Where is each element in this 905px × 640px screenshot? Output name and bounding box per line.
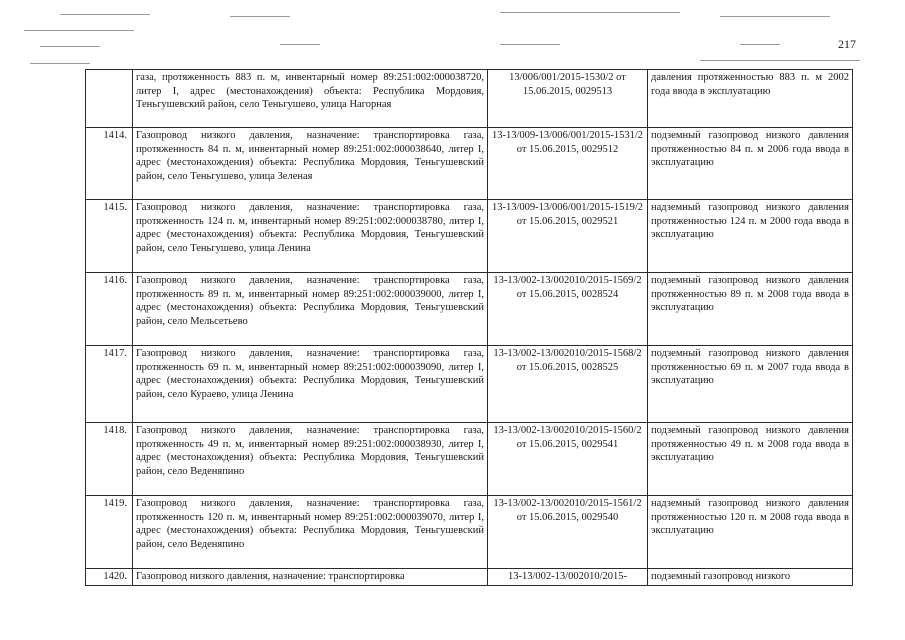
object-characteristics: подземный газопровод низкого давления протяженностью 89 п. м 2008 года ввода в эксплуатацию — [648, 273, 853, 346]
row-number — [86, 70, 133, 128]
table-row — [86, 273, 853, 346]
object-description: Газопровод низкого давления, назначение: транспортировка газа, протяженность 49 п. м, инвентарный номер 89:251:002:000038930, литер I, адрес (местонахождения) объекта: Республика Мордовия, Теньгушевский район, село Веденяпино — [133, 423, 488, 496]
scan-artifact-line — [500, 12, 680, 13]
table-row — [86, 569, 853, 586]
object-description: Газопровод низкого давления, назначение: транспортировка газа, протяженность 120 п. м, инвентарный номер 89:251:002:000039070, литер I, адрес (местонахождения) объекта: Республика Мордовия, Теньгушевский район, село Веденяпино — [133, 496, 488, 569]
table-row — [86, 423, 853, 496]
row-number: 1420. — [86, 569, 133, 586]
registration-record: 13-13/002-13/002010/2015-1561/2 от 15.06.2015, 0029540 — [488, 496, 648, 569]
object-characteristics: надземный газопровод низкого давления протяженностью 120 п. м 2008 года ввода в эксплуатацию — [648, 496, 853, 569]
object-characteristics: надземный газопровод низкого давления протяженностью 124 п. м 2000 года ввода в эксплуатацию — [648, 200, 853, 273]
table-row — [86, 346, 853, 423]
object-description: Газопровод низкого давления, назначение: транспортировка газа, протяженность 69 п. м, инвентарный номер 89:251:002:000039090, литер I, адрес (местонахождения) объекта: Республика Мордовия, Теньгушевский район, село Кураево, улица Ленина — [133, 346, 488, 423]
scan-artifact-line — [700, 60, 860, 61]
table-row — [86, 128, 853, 200]
scan-artifact-line — [40, 46, 100, 47]
table-row — [86, 496, 853, 569]
page-number: 217 — [838, 37, 856, 51]
object-description: Газопровод низкого давления, назначение: транспортировка газа, протяженность 89 п. м, инвентарный номер 89:251:002:000039000, литер I, адрес (местонахождения) объекта: Республика Мордовия, Теньгушевский район, село Мельсетьево — [133, 273, 488, 346]
object-description: газа, протяженность 883 п. м, инвентарный номер 89:251:002:000038720, литер I, адрес (местонахождения) объекта: Республика Мордовия, Теньгушевский район, село Теньгушево, улица Нагорная — [133, 70, 488, 128]
scan-artifact-line — [230, 16, 290, 17]
table-row — [86, 200, 853, 273]
scan-artifact-line — [500, 44, 560, 45]
object-characteristics: подземный газопровод низкого — [648, 569, 853, 586]
scan-artifact-line — [720, 16, 830, 17]
object-description: Газопровод низкого давления, назначение: транспортировка — [133, 569, 488, 586]
registry-table — [85, 69, 853, 586]
object-description: Газопровод низкого давления, назначение: транспортировка газа, протяженность 84 п. м, инвентарный номер 89:251:002:000038640, литер I, адрес (местонахождения) объекта: Республика Мордовия, Теньгушевский район, село Теньгушево, улица Зеленая — [133, 128, 488, 200]
table-row — [86, 70, 853, 128]
row-number: 1416. — [86, 273, 133, 346]
registration-record: 13-13/002-13/002010/2015-1560/2 от 15.06.2015, 0029541 — [488, 423, 648, 496]
object-characteristics: давления протяженностью 883 п. м 2002 года ввода в эксплуатацию — [648, 70, 853, 128]
scan-artifact-line — [30, 63, 90, 64]
object-characteristics: подземный газопровод низкого давления протяженностью 69 п. м 2007 года ввода в эксплуатацию — [648, 346, 853, 423]
scan-artifact-line — [60, 14, 150, 15]
scan-artifact-line — [24, 30, 134, 31]
registration-record: 13-13/002-13/002010/2015-1568/2 от 15.06.2015, 0028525 — [488, 346, 648, 423]
registration-record: 13-13/002-13/002010/2015-1569/2 от 15.06.2015, 0028524 — [488, 273, 648, 346]
scan-artifact-line — [280, 44, 320, 45]
registration-record: 13/006/001/2015-1530/2 от 15.06.2015, 0029513 — [488, 70, 648, 128]
row-number: 1419. — [86, 496, 133, 569]
row-number: 1417. — [86, 346, 133, 423]
registration-record: 13-13/002-13/002010/2015- — [488, 569, 648, 586]
scan-artifact-line — [740, 44, 780, 45]
object-description: Газопровод низкого давления, назначение: транспортировка газа, протяженность 124 п. м, инвентарный номер 89:251:002:000038780, литер I, адрес (местонахождения) объекта: Республика Мордовия, Теньгушевский район, село Теньгушево, улица Ленина — [133, 200, 488, 273]
object-characteristics: подземный газопровод низкого давления протяженностью 49 п. м 2008 года ввода в эксплуатацию — [648, 423, 853, 496]
registration-record: 13-13/009-13/006/001/2015-1519/2 от 15.06.2015, 0029521 — [488, 200, 648, 273]
row-number: 1418. — [86, 423, 133, 496]
row-number: 1415. — [86, 200, 133, 273]
object-characteristics: подземный газопровод низкого давления протяженностью 84 п. м 2006 года ввода в эксплуатацию — [648, 128, 853, 200]
registration-record: 13-13/009-13/006/001/2015-1531/2 от 15.06.2015, 0029512 — [488, 128, 648, 200]
row-number: 1414. — [86, 128, 133, 200]
